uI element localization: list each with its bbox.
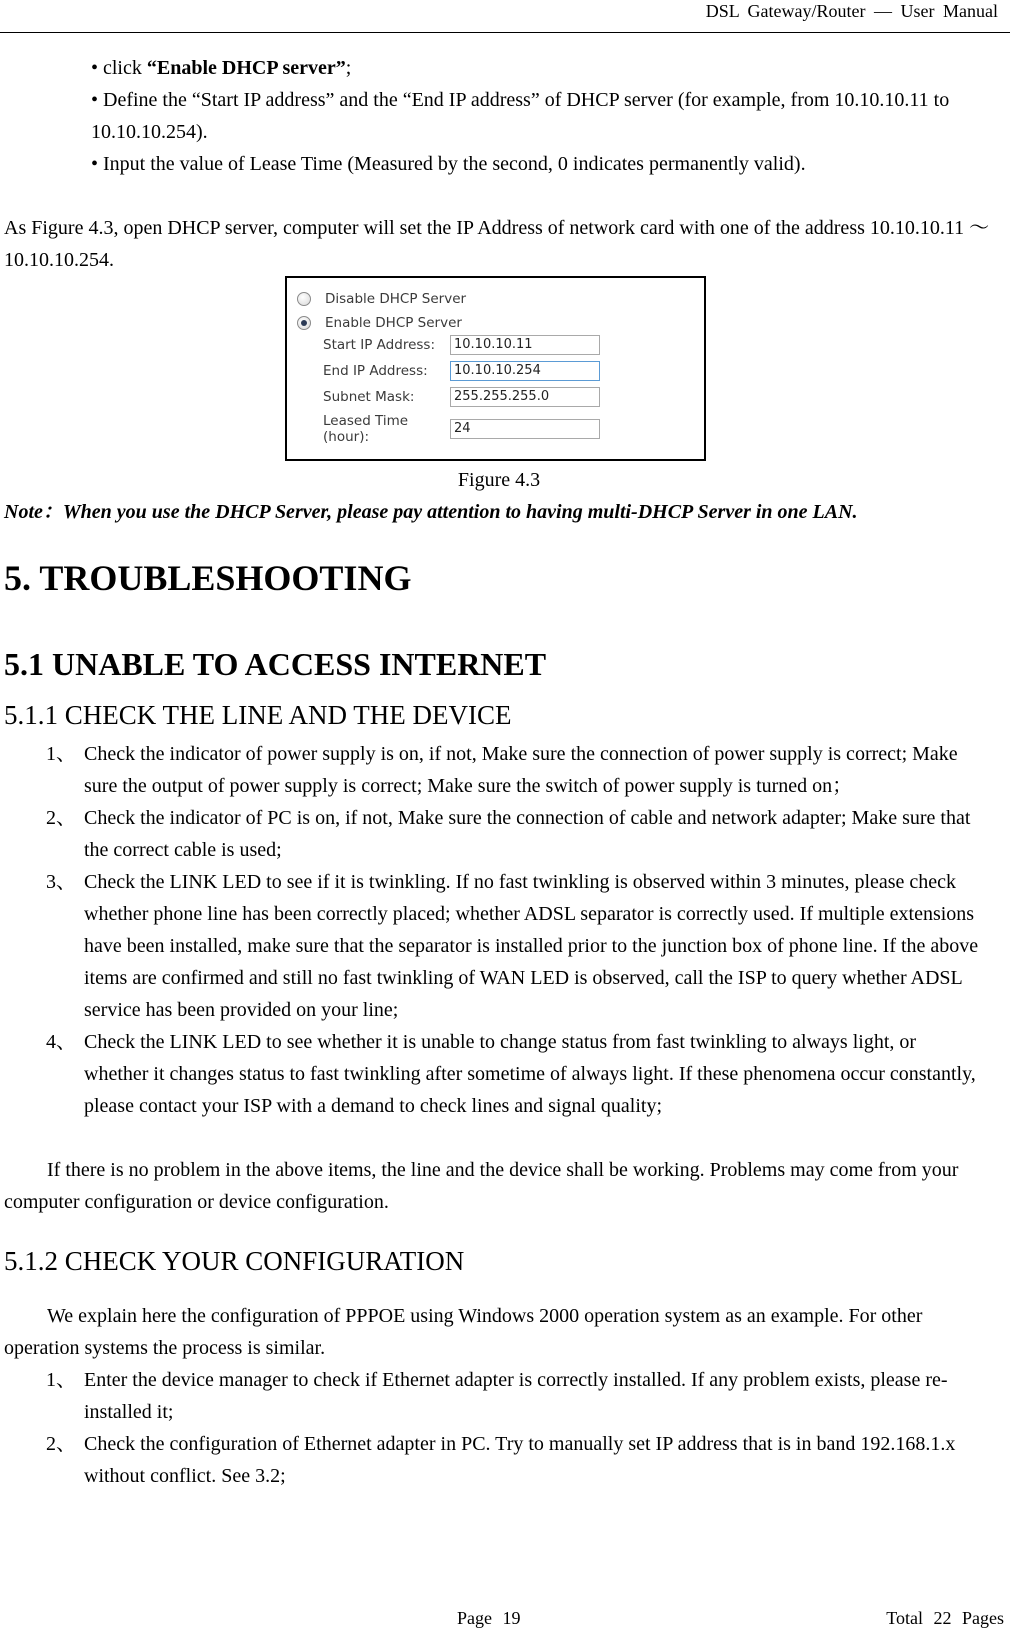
list-item: 1、 Enter the device manager to check if Ethernet adapter is correctly installed. If any problem exists, please re-installed it; — [46, 1369, 948, 1423]
dhcp-steps — [4, 52, 1000, 180]
bullet-enable-dhcp: • click “Enable DHCP server”; — [91, 57, 352, 79]
start-ip-label: Start IP Address: — [323, 337, 435, 353]
list-item: 3、 Check the LINK LED to see if it is twinkling. If no fast twinkling is observed within 3 minutes, please check whether phone line has been correctly placed; whether ADSL separator is correctly used. If multiple extensions have been installed, make sure that the separator is installed prior to the junction box of phone line. If the above items are confirmed and still no fast twinkling of WAN LED is observed, call the ISP to query whether ADSL service has been provided on your line; — [46, 871, 979, 1021]
list-item: 4、 Check the LINK LED to see whether it is unable to change status from fast twinkling to always light, or whether it changes status to fast twinkling after sometime of always light. If these phenomena occur constantly, please contact your ISP with a demand to check lines and signal quality; — [46, 1031, 976, 1117]
disable-dhcp-radio[interactable] — [297, 292, 311, 306]
dhcp-note: Note：When you use the DHCP Server, please pay attention to having multi-DHCP Server in one LAN. — [4, 501, 858, 523]
subnet-mask-input[interactable]: 255.255.255.0 — [450, 387, 600, 407]
leased-time-input[interactable]: 24 — [450, 419, 600, 439]
end-ip-row — [323, 361, 600, 381]
subnet-mask-label: Subnet Mask: — [323, 389, 415, 405]
total-pages: Total 22 Pages — [886, 1608, 1004, 1628]
disable-dhcp-option[interactable] — [297, 291, 466, 307]
leased-time-row — [323, 413, 600, 445]
section-5-title: 5. TROUBLESHOOTING — [4, 558, 412, 598]
dhcp-settings-figure — [285, 276, 706, 461]
figure-caption: Figure 4.3 — [457, 469, 541, 491]
enable-dhcp-radio[interactable] — [297, 316, 311, 330]
bullet-lease-time: • Input the value of Lease Time (Measured by the second, 0 indicates permanently valid). — [91, 153, 806, 175]
enable-dhcp-option[interactable] — [297, 315, 462, 331]
subnet-mask-row — [323, 387, 600, 407]
start-ip-row — [323, 335, 600, 355]
start-ip-input[interactable]: 10.10.10.11 — [450, 335, 600, 355]
leased-time-label: Leased Time (hour): — [323, 413, 409, 445]
line-device-summary: If there is no problem in the above items, the line and the device shall be working. Problems may come from your computer configuration or device configuration. — [4, 1159, 959, 1213]
list-item: 1、 Check the indicator of power supply is on, if not, Make sure the connection of power supply is correct; Make sure the output of power supply is correct; Make sure the switch of power supply is turned on； — [46, 743, 958, 797]
page-header — [0, 0, 1010, 33]
page-content — [4, 52, 1000, 1492]
section-5-1-1-title: 5.1.1 CHECK THE LINE AND THE DEVICE — [4, 700, 512, 730]
page-number: Page 19 — [457, 1608, 521, 1628]
figure-intro: As Figure 4.3, open DHCP server, computer will set the IP Address of network card with one of the address 10.10.10.11 ～ 10.10.10.254. — [4, 217, 990, 271]
configuration-checklist — [4, 1364, 1000, 1492]
bullet-ip-range: • Define the “Start IP address” and the “End IP address” of DHCP server (for example, from 10.10.10.11 to 10.10.10.254). — [91, 89, 950, 143]
list-item: 2、 Check the indicator of PC is on, if not, Make sure the connection of cable and network adapter; Make sure that the correct cable is used; — [46, 807, 971, 861]
header-title: DSL Gateway/Router — User Manual — [705, 1, 998, 21]
section-5-1-title: 5.1 UNABLE TO ACCESS INTERNET — [4, 646, 547, 682]
configuration-intro: We explain here the configuration of PPPOE using Windows 2000 operation system as an example. For other operation systems the process is similar. — [4, 1305, 923, 1359]
enable-dhcp-label: Enable DHCP Server — [325, 315, 462, 331]
section-5-1-2-title: 5.1.2 CHECK YOUR CONFIGURATION — [4, 1246, 465, 1276]
enable-dhcp-emphasis: “Enable DHCP server” — [146, 57, 346, 79]
list-item: 2、 Check the configuration of Ethernet adapter in PC. Try to manually set IP address that is in band 192.168.1.x without conflict. See 3.2; — [46, 1433, 956, 1487]
end-ip-label: End IP Address: — [323, 363, 428, 379]
line-device-checklist — [4, 738, 1000, 1122]
end-ip-input[interactable]: 10.10.10.254 — [450, 361, 600, 381]
disable-dhcp-label: Disable DHCP Server — [325, 291, 467, 307]
